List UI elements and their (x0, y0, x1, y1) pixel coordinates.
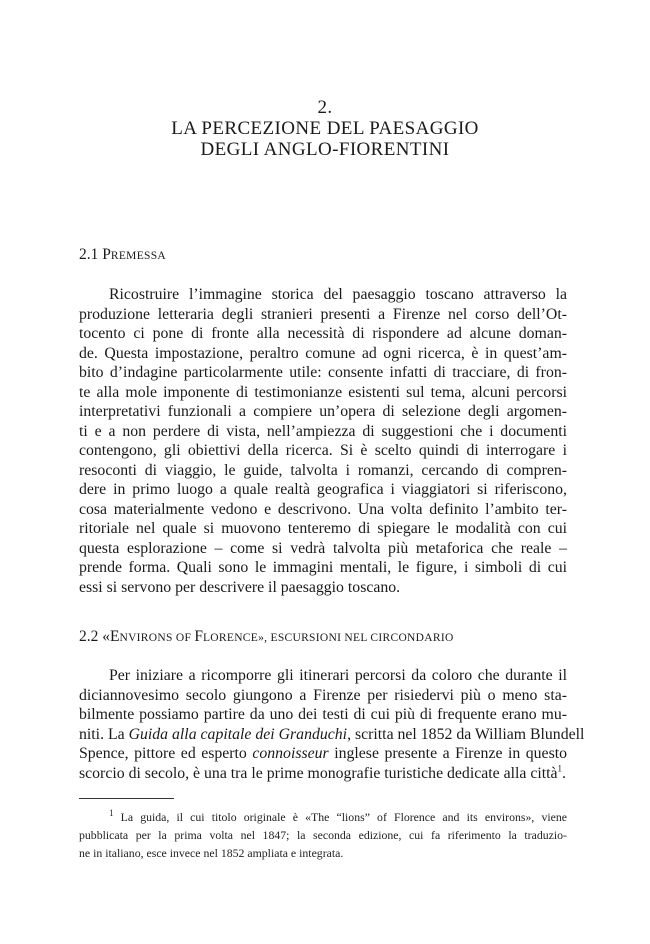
text-run: inglese presente a Firenze in questo (328, 745, 567, 762)
text-line: produzione letteraria degli stranieri presenti a Firenze nel corso dell’Ot- (79, 305, 567, 323)
section-title-rest: REMESSA (110, 250, 167, 262)
text-line: contengono, gli obiettivi della ricerca. Si è scelto quindi di interrogare i (79, 442, 567, 459)
text-line (79, 725, 585, 745)
section-heading-2-2 (79, 628, 454, 647)
section-title-part: E (110, 628, 120, 645)
text-run: , scritta nel 1852 da William Blundell (347, 725, 585, 743)
text-line: Ricostruire l’immagine storica del paesaggio toscano attraverso la (109, 286, 567, 303)
text-line: essi si servono per descrivere il paesaggio toscano. (79, 578, 401, 596)
section-title-part: F (194, 628, 203, 645)
text-line (79, 764, 567, 784)
section-title-part: LORENCE (202, 632, 259, 644)
paragraph-premessa (79, 285, 567, 597)
footnote-separator (79, 798, 174, 799)
footnote-text: La guida, il cui titolo originale è «The “lions” of Florence and its environs», viene (113, 810, 567, 824)
text-line: de. Questa impostazione, peraltro comune ad ogni ricerca, è in quest’am- (79, 344, 567, 362)
text-line: bito d’indagine particolarmente utile: consente infatti di tracciare, di fron- (79, 364, 567, 381)
text-line: cosa materialmente vedono e descrivono. Una volta definito l’ambito ter- (79, 500, 567, 518)
text-line: te alla mole imponente di testimonianze esistenti sul tema, alcuni percorsi (79, 383, 567, 401)
text-run: niti. La (79, 725, 129, 743)
text-line: Per iniziare a ricomporre gli itinerari percorsi da coloro che durante il (109, 667, 567, 684)
connoisseur-italic: connoisseur (252, 745, 329, 762)
text-line (79, 744, 567, 764)
text-run: . (562, 764, 566, 782)
text-line: bilmente possiamo partire da uno dei testi di cui più di frequente erano mu- (79, 706, 567, 723)
text-run: Spence, pittore ed esperto (79, 745, 253, 762)
chapter-title-line-1: LA PERCEZIONE DEL PAESAGGIO (171, 118, 479, 139)
text-line: dere in primo luogo a quale realtà geografica i viaggiatori si riferiscono, (79, 481, 567, 498)
section-title-part: NVIRONS OF (119, 632, 195, 644)
footnote-reference[interactable]: 1 (557, 763, 563, 774)
section-number: 2.1 (79, 246, 103, 263)
section-title-part: », ESCURSIONI NEL CIRCONDARIO (258, 632, 454, 644)
text-run: scorcio di secolo, è una tra le prime monografie turistiche dedicate alla città (79, 764, 558, 782)
footnote-mark: 1 (109, 808, 114, 819)
text-line: interpretativi funzionali a compiere un’opera di selezione degli argomen- (79, 403, 567, 420)
text-line: ritoriale nel quale si muovono tenteremo di spiegare le modalità con cui (79, 520, 567, 537)
text-line: questa esplorazione – come si vedrà talvolta più metaforica che reale – (79, 539, 567, 557)
footnote (79, 808, 567, 862)
chapter-heading (0, 97, 650, 160)
footnote-line: ne in italiano, esce invece nel 1852 ampliata e integrata. (79, 846, 344, 860)
book-title-italic: Guida alla capitale dei Granduchi (128, 725, 348, 743)
text-line: prende forma. Quali sono le immagini mentali, le figure, i simboli di cui (79, 559, 567, 576)
text-line: tocento ci pone di fronte alla necessità di rispondere ad alcune doman- (79, 325, 567, 342)
chapter-title-line-2: DEGLI ANGLO-FIORENTINI (200, 139, 450, 160)
text-line: resoconti di viaggio, le guide, talvolta i romanzi, cercando di compren- (79, 461, 567, 479)
text-line: ti e a non perdere di vista, nell’ampiezza di suggestioni che i documenti (79, 422, 567, 440)
paragraph-environs (79, 666, 585, 783)
footnote-line: pubblicata per la prima volta nel 1847; la seconda edizione, cui fa riferimento la traduzio- (79, 828, 567, 842)
section-number: 2.2 « (79, 628, 110, 645)
text-line: diciannovesimo secolo giungono a Firenze per risiedervi più o meno sta- (79, 686, 567, 704)
section-title-initial: P (102, 246, 111, 263)
chapter-number: 2. (317, 97, 333, 118)
section-heading-2-1 (79, 246, 166, 265)
footnote-line (79, 808, 567, 826)
